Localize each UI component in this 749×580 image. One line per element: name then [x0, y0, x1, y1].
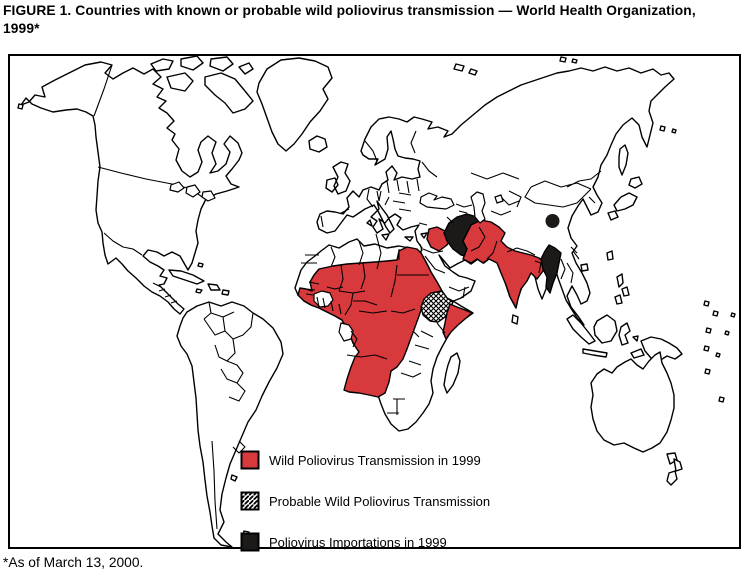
legend-item-wild-transmission — [240, 450, 481, 470]
philippines — [615, 274, 629, 304]
taiwan-hainan — [581, 251, 613, 271]
indonesia — [567, 315, 648, 358]
legend-label-probable: Probable Wild Poliovirus Transmission — [269, 493, 491, 509]
legend-label-importations: Poliovirus Importations in 1999 — [269, 534, 447, 550]
legend-label-wild: Wild Poliovirus Transmission in 1999 — [269, 452, 481, 468]
australia — [591, 352, 674, 452]
figure-title: FIGURE 1. Countries with known or probable wild poliovirus transmission — World Health Organization, 1999* — [3, 3, 696, 36]
pacific-islands — [660, 126, 735, 402]
continent-north-america — [21, 62, 242, 314]
legend-swatch-wild-red — [240, 450, 260, 470]
arctic-islands — [151, 56, 253, 113]
iceland — [309, 136, 327, 152]
aral-sea — [495, 195, 503, 203]
sri-lanka — [512, 315, 518, 324]
sakhalin — [619, 145, 628, 175]
legend-swatch-black — [240, 532, 260, 552]
region-china-importation-dot — [546, 214, 560, 228]
japan — [608, 177, 642, 220]
world-map — [10, 56, 739, 547]
legend-swatch-hatched — [240, 491, 260, 511]
british-isles — [326, 162, 350, 194]
legend-item-importations — [240, 532, 447, 552]
figure-footnote: *As of March 13, 2000. — [3, 555, 144, 570]
legend-item-probable-transmission — [240, 491, 490, 511]
madagascar — [444, 353, 460, 393]
map-frame — [8, 54, 741, 549]
caribbean-islands — [169, 263, 229, 295]
